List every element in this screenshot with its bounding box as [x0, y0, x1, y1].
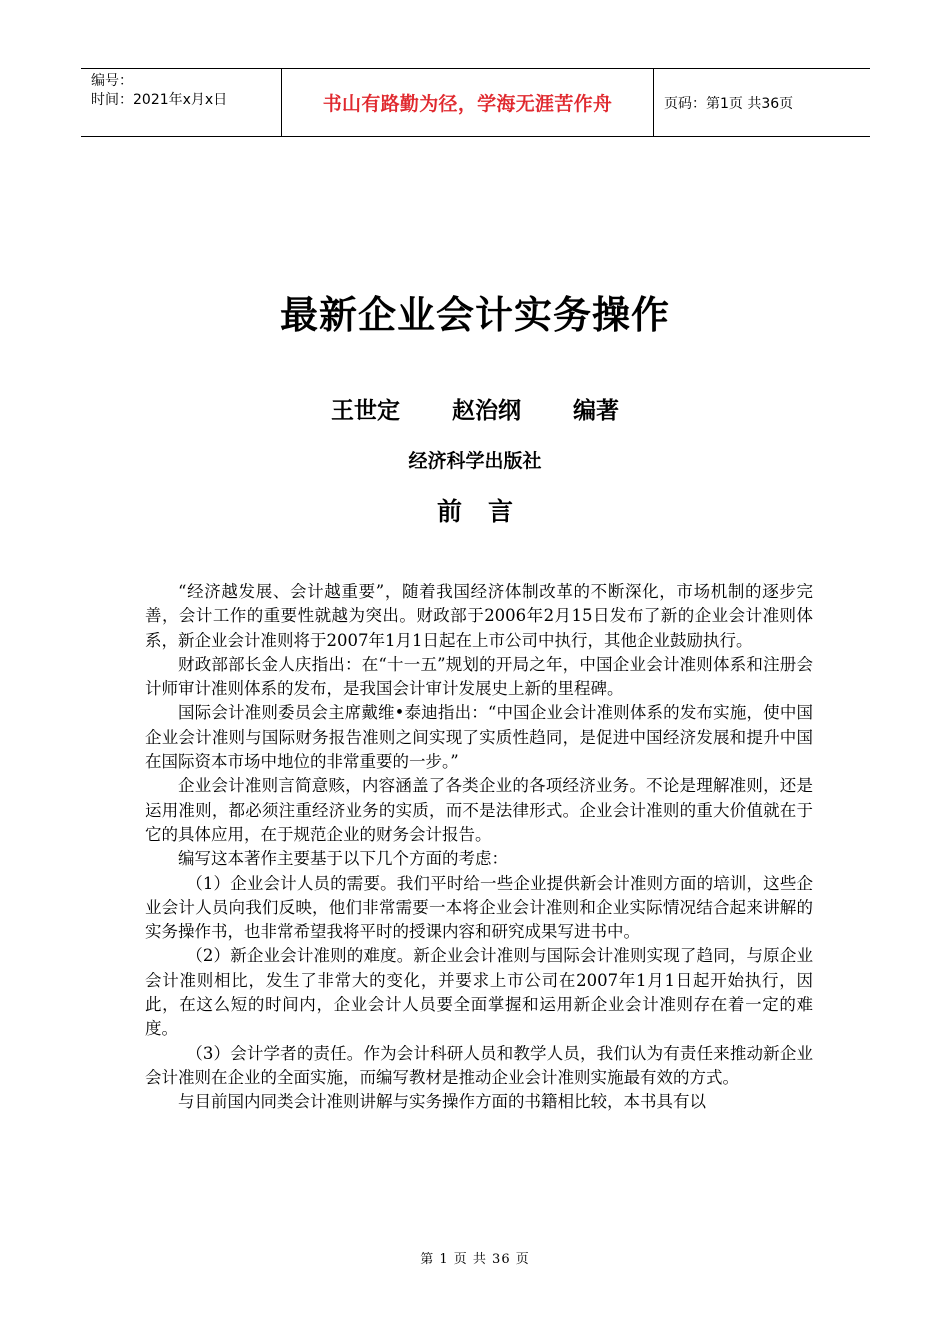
- header-motto: 书山有路勤为径，学海无涯苦作舟: [282, 69, 654, 136]
- header-table: [81, 68, 870, 137]
- header-page-info: [664, 69, 870, 136]
- author-role: 编著: [573, 398, 620, 424]
- list-item: （3）会计学者的责任。作为会计科研人员和教学人员，我们认为有责任来推动新企业会计准则在企业的全面实施，而编写教材是推动企业会计准则实施最有效的方式。: [145, 1043, 813, 1087]
- list-item: （2）新企业会计准则的难度。新企业会计准则与国际会计准则实现了趋同，与原企业会计准则相比，发生了非常大的变化，并要求上市公司在2007年1月1日起开始执行，因此，在这么短的时间内，企业会计人员要全面掌握和运用新企业会计准则存在着一定的难度。: [145, 946, 813, 1039]
- author-1: 王世定: [330, 398, 400, 424]
- page-footer: 第 1 页 共 36 页: [420, 1252, 530, 1267]
- document-date-label: 时间：2021年x月x日: [91, 92, 228, 108]
- paragraph: “经济越发展、会计越重要”，随着我国经济体制改革的不断深化，市场机制的逐步完善，会计工作的重要性就越为突出。财政部于2006年2月15日发布了新的企业会计准则体系，新企业会计准则将于2007年1月1日起在上市公司中执行，其他企业鼓励执行。: [145, 582, 813, 650]
- document-number-label: 编号：: [91, 73, 133, 89]
- preface-body: [145, 580, 813, 1115]
- authors-line: [0, 392, 950, 425]
- author-2: 赵治纲: [452, 398, 521, 424]
- publisher: 经济科学出版社: [408, 450, 542, 472]
- list-item: （1）企业会计人员的需要。我们平时给一些企业提供新会计准则方面的培训，这些企业会计人员向我们反映，他们非常需要一本将企业会计准则和企业实际情况结合起来讲解的实务操作书，也非常希望我将平时的授课内容和研究成果写进书中。: [145, 873, 813, 942]
- paragraph: 财政部部长金人庆指出：在“十一五”规划的开局之年，中国企业会计准则体系和注册会计师审计准则体系的发布，是我国会计审计发展史上新的里程碑。: [145, 654, 813, 699]
- paragraph: 企业会计准则言简意赅，内容涵盖了各类企业的各项经济业务。不论是理解准则，还是运用准则，都必须注重经济业务的实质，而不是法律形式。企业会计准则的重大价值就在于它的具体应用，在于规范企业的财务会计报告。: [145, 776, 813, 844]
- header-meta-cell: [81, 69, 282, 136]
- paragraph: 国际会计准则委员会主席戴维•泰迪指出：“中国企业会计准则体系的发布实施，使中国企业会计准则与国际财务报告准则之间实现了实质性趋同，是促进中国经济发展和提升中国在国际资本市场中地位的非常重要的一步。”: [145, 703, 813, 772]
- paragraph: 与目前国内同类会计准则讲解与实务操作方面的书籍相比较，本书具有以: [178, 1092, 706, 1112]
- paragraph: 编写这本著作主要基于以下几个方面的考虑：: [178, 849, 508, 869]
- book-title: 最新企业会计实务操作: [279, 293, 670, 337]
- header-page-info-text: 页码：第1页 共36页: [664, 95, 794, 112]
- section-title: 前 言: [436, 497, 514, 526]
